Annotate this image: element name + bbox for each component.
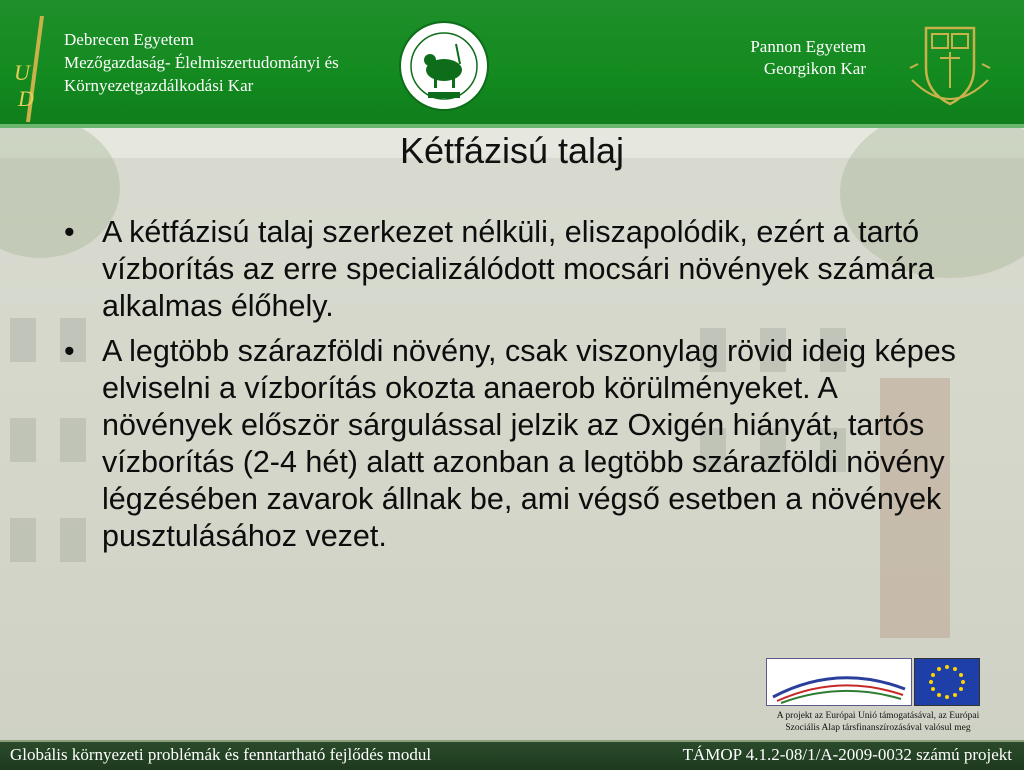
slide-title: Kétfázisú talaj [399,130,625,171]
pannon-crest-icon [904,18,996,112]
left-university-line-2: Mezőgazdaság- Élelmiszertudományi és [64,53,339,72]
bullet-item [60,214,960,325]
bullet-marker: • [64,334,75,368]
bullet-text: A legtöbb szárazföldi növény, csak viszonylag rövid ideig képes elviselni a vízborítás okozta anaerob körülményeket. A növények először sárgulással jelzik az Oxigén hiányát, tartós vízborítás (2-4 hét) alatt azonban a legtöbb szárazföldi növény légzésében zavarok állnak be, ami végső esetben a növények pusztulásához vezet. [102,334,956,553]
eu-flag-icon [914,658,980,706]
bullet-list [60,214,960,563]
footer-module-name: Globális környezeti problémák és fenntartható fejlődés modul [10,745,432,764]
svg-text:U: U [14,60,30,85]
eu-caption-line-1: A projekt az Európai Unió támogatásával, az Európai [776,711,980,721]
uj-magyarorszag-logo [766,658,912,706]
footer-project-id: TÁMOP 4.1.2-08/1/A-2009-0032 számú projekt [682,745,1012,764]
right-university-name [716,36,866,80]
bullet-marker: • [64,215,75,249]
ud-logo [10,14,56,124]
right-university-line-2: Georgikon Kar [763,59,866,78]
debrecen-seal-icon [398,20,490,112]
left-university-line-1: Debrecen Egyetem [64,30,194,49]
eu-caption-line-2: Szociális Alap társfinanszírozásával valósul meg [785,723,971,733]
bullet-item [60,333,960,555]
right-university-line-1: Pannon Egyetem [750,37,866,56]
header-divider [0,124,1024,128]
left-university-name [64,28,339,97]
left-university-line-3: Környezetgazdálkodási Kar [64,76,254,95]
bullet-text: A kétfázisú talaj szerkezet nélküli, eliszapolódik, ezért a tartó vízborítás az erre specializálódott mocsári növények számára alkalmas élőhely. [102,215,935,323]
eu-funding-caption [756,710,1000,734]
header-banner [0,0,1024,128]
footer-bar [0,740,1024,770]
svg-text:D: D [18,86,34,111]
